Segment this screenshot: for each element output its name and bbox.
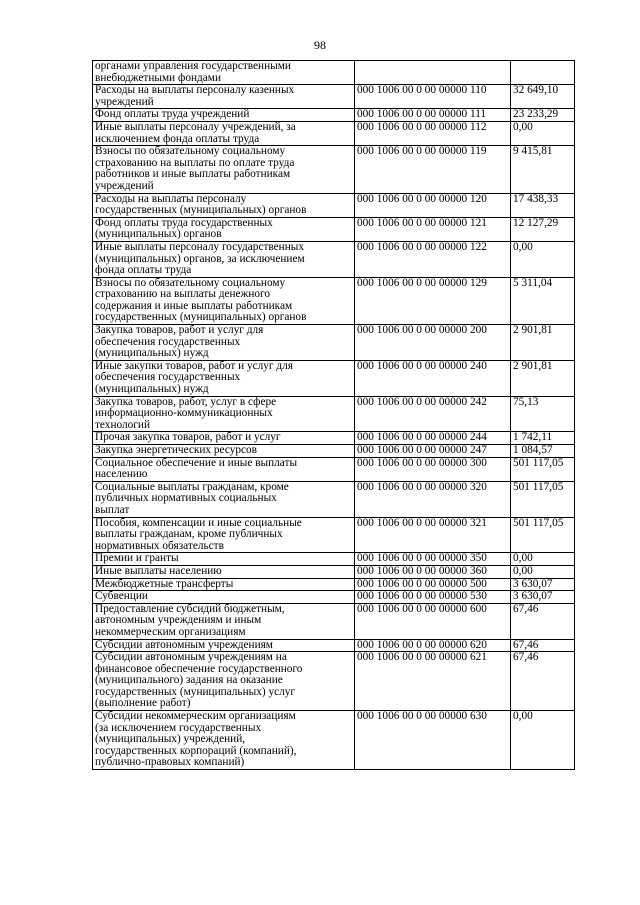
table-row xyxy=(93,481,575,517)
row-name-cell: Расходы на выплаты персоналу казенных учреждений xyxy=(93,85,355,109)
table-row xyxy=(93,109,575,122)
row-name-cell: Иные выплаты персоналу учреждений, за исключением фонда оплаты труда xyxy=(93,121,355,145)
row-code-cell: 000 1006 00 0 00 00000 530 xyxy=(355,591,511,604)
row-amount-cell: 0,00 xyxy=(511,241,575,277)
row-amount-cell: 1 084,57 xyxy=(511,445,575,458)
row-code-cell: 000 1006 00 0 00 00000 621 xyxy=(355,652,511,711)
table-row xyxy=(93,578,575,591)
row-amount-cell: 5 311,04 xyxy=(511,277,575,324)
row-amount-cell: 9 415,81 xyxy=(511,146,575,193)
row-amount-cell: 501 117,05 xyxy=(511,517,575,553)
row-code-cell: 000 1006 00 0 00 00000 630 xyxy=(355,711,511,770)
row-code-cell: 000 1006 00 0 00 00000 600 xyxy=(355,603,511,639)
row-amount-cell: 0,00 xyxy=(511,711,575,770)
row-name-cell: Субвенции xyxy=(93,591,355,604)
table-row xyxy=(93,85,575,109)
row-name-cell: Пособия, компенсации и иные социальные выплаты гражданам, кроме публичных нормативных обязательств xyxy=(93,517,355,553)
row-code-cell: 000 1006 00 0 00 00000 112 xyxy=(355,121,511,145)
row-code-cell: 000 1006 00 0 00 00000 111 xyxy=(355,109,511,122)
row-amount-cell: 23 233,29 xyxy=(511,109,575,122)
row-amount-cell: 32 649,10 xyxy=(511,85,575,109)
row-code-cell: 000 1006 00 0 00 00000 321 xyxy=(355,517,511,553)
table-row xyxy=(93,217,575,241)
row-name-cell: Прочая закупка товаров, работ и услуг xyxy=(93,432,355,445)
row-name-cell: Субсидии некоммерческим организациям (за исключением государственных (муниципальных) учреждений, государственных корпораций (компаний), публично-правовых компаний) xyxy=(93,711,355,770)
row-code-cell: 000 1006 00 0 00 00000 620 xyxy=(355,639,511,652)
table-row xyxy=(93,639,575,652)
row-name-cell: Субсидии автономным учреждениям xyxy=(93,639,355,652)
row-amount-cell: 3 630,07 xyxy=(511,578,575,591)
row-code-cell: 000 1006 00 0 00 00000 500 xyxy=(355,578,511,591)
row-name-cell: Иные выплаты персоналу государственных (муниципальных) органов, за исключением фонда оплаты труда xyxy=(93,241,355,277)
table-row xyxy=(93,241,575,277)
row-amount-cell: 17 438,33 xyxy=(511,193,575,217)
row-name-cell: Закупка товаров, работ, услуг в сфере информационно-коммуникационных технологий xyxy=(93,396,355,432)
row-code-cell: 000 1006 00 0 00 00000 320 xyxy=(355,481,511,517)
row-amount-cell: 2 901,81 xyxy=(511,325,575,361)
table-row xyxy=(93,121,575,145)
row-name-cell: Субсидии автономным учреждениям на финансовое обеспечение государственного (муниципального) задания на оказание государственных (муниципальных) услуг (выполнение работ) xyxy=(93,652,355,711)
row-code-cell: 000 1006 00 0 00 00000 244 xyxy=(355,432,511,445)
table-row xyxy=(93,396,575,432)
row-code-cell xyxy=(355,61,511,85)
table-row xyxy=(93,457,575,481)
row-amount-cell: 501 117,05 xyxy=(511,481,575,517)
row-code-cell: 000 1006 00 0 00 00000 200 xyxy=(355,325,511,361)
row-code-cell: 000 1006 00 0 00 00000 247 xyxy=(355,445,511,458)
table-row xyxy=(93,360,575,396)
row-amount-cell: 75,13 xyxy=(511,396,575,432)
row-code-cell: 000 1006 00 0 00 00000 300 xyxy=(355,457,511,481)
row-code-cell: 000 1006 00 0 00 00000 122 xyxy=(355,241,511,277)
row-amount-cell: 67,46 xyxy=(511,639,575,652)
row-amount-cell xyxy=(511,61,575,85)
row-name-cell: Социальное обеспечение и иные выплаты населению xyxy=(93,457,355,481)
row-amount-cell: 0,00 xyxy=(511,121,575,145)
row-name-cell: Взносы по обязательному социальному страхованию на выплаты по оплате труда работников и иные выплаты работникам учреждений xyxy=(93,146,355,193)
row-name-cell: Иные закупки товаров, работ и услуг для обеспечения государственных (муниципальных) нужд xyxy=(93,360,355,396)
table-row xyxy=(93,146,575,193)
row-name-cell: Иные выплаты населению xyxy=(93,565,355,578)
row-code-cell: 000 1006 00 0 00 00000 360 xyxy=(355,565,511,578)
row-name-cell: органами управления государственными внебюджетными фондами xyxy=(93,61,355,85)
table-row xyxy=(93,432,575,445)
row-name-cell: Взносы по обязательному социальному страхованию на выплаты денежного содержания и иные выплаты работникам государственных (муниципальных) органов xyxy=(93,277,355,324)
table-row xyxy=(93,711,575,770)
row-amount-cell: 2 901,81 xyxy=(511,360,575,396)
table-row xyxy=(93,61,575,85)
row-code-cell: 000 1006 00 0 00 00000 350 xyxy=(355,553,511,566)
row-name-cell: Межбюджетные трансферты xyxy=(93,578,355,591)
table-row xyxy=(93,445,575,458)
table-row xyxy=(93,591,575,604)
row-name-cell: Расходы на выплаты персоналу государственных (муниципальных) органов xyxy=(93,193,355,217)
row-code-cell: 000 1006 00 0 00 00000 240 xyxy=(355,360,511,396)
row-name-cell: Премии и гранты xyxy=(93,553,355,566)
table-row xyxy=(93,517,575,553)
table-row xyxy=(93,193,575,217)
row-amount-cell: 1 742,11 xyxy=(511,432,575,445)
row-amount-cell: 0,00 xyxy=(511,553,575,566)
row-code-cell: 000 1006 00 0 00 00000 242 xyxy=(355,396,511,432)
row-name-cell: Социальные выплаты гражданам, кроме публичных нормативных социальных выплат xyxy=(93,481,355,517)
row-name-cell: Фонд оплаты труда учреждений xyxy=(93,109,355,122)
table-row xyxy=(93,277,575,324)
budget-table xyxy=(92,60,575,770)
row-code-cell: 000 1006 00 0 00 00000 120 xyxy=(355,193,511,217)
row-amount-cell: 0,00 xyxy=(511,565,575,578)
row-amount-cell: 12 127,29 xyxy=(511,217,575,241)
row-amount-cell: 3 630,07 xyxy=(511,591,575,604)
table-row xyxy=(93,553,575,566)
row-name-cell: Предоставление субсидий бюджетным, автономным учреждениям и иным некоммерческим организациям xyxy=(93,603,355,639)
row-amount-cell: 501 117,05 xyxy=(511,457,575,481)
table-row xyxy=(93,603,575,639)
table-row xyxy=(93,565,575,578)
row-name-cell: Закупка товаров, работ и услуг для обеспечения государственных (муниципальных) нужд xyxy=(93,325,355,361)
row-amount-cell: 67,46 xyxy=(511,603,575,639)
row-name-cell: Закупка энергетических ресурсов xyxy=(93,445,355,458)
row-code-cell: 000 1006 00 0 00 00000 119 xyxy=(355,146,511,193)
row-code-cell: 000 1006 00 0 00 00000 129 xyxy=(355,277,511,324)
row-amount-cell: 67,46 xyxy=(511,652,575,711)
row-name-cell: Фонд оплаты труда государственных (муниципальных) органов xyxy=(93,217,355,241)
page-number: 98 xyxy=(314,38,326,52)
budget-table-body xyxy=(93,61,575,770)
table-row xyxy=(93,652,575,711)
row-code-cell: 000 1006 00 0 00 00000 110 xyxy=(355,85,511,109)
row-code-cell: 000 1006 00 0 00 00000 121 xyxy=(355,217,511,241)
table-row xyxy=(93,325,575,361)
